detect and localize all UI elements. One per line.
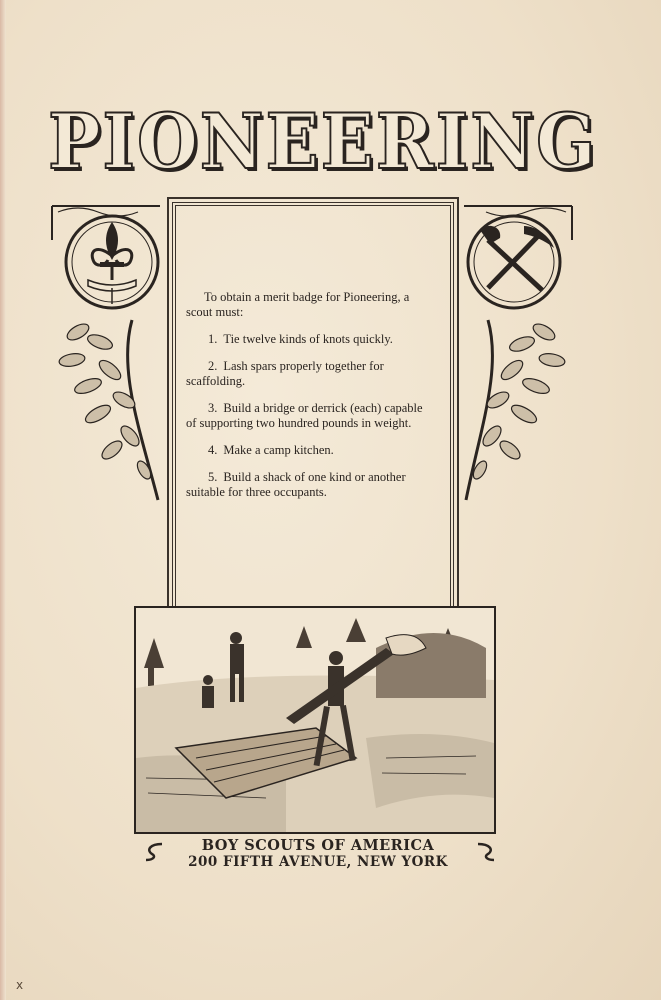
corner-mark: x: [16, 978, 24, 992]
requirement-number: 1.: [208, 332, 218, 346]
requirement-text: Tie twelve kinds of knots quickly.: [223, 332, 393, 346]
requirements-text: [186, 290, 430, 512]
crossed-axe-pick-icon: [458, 200, 576, 510]
requirement-item: [186, 401, 430, 431]
requirement-number: 3.: [208, 401, 218, 415]
publisher-footer: [140, 838, 496, 870]
requirement-item: [186, 470, 430, 500]
requirement-text: Build a shack of one kind or another suitable for three occupants.: [186, 470, 406, 499]
requirement-item: [186, 443, 430, 458]
fleur-de-lis-badge-icon: [48, 200, 166, 510]
intro-text: To obtain a merit badge for Pioneering, a scout must:: [186, 290, 410, 319]
page-edge: [0, 0, 6, 1000]
requirement-text: Build a bridge or derrick (each) capable of supporting two hundred pounds in weight.: [186, 401, 423, 430]
page-title: PIONEERING: [48, 97, 598, 186]
publisher-address: 200 FIFTH AVENUE, NEW YORK: [188, 854, 448, 870]
publisher-name: BOY SCOUTS OF AMERICA: [201, 837, 435, 854]
requirement-number: 2.: [208, 359, 218, 373]
requirement-text: Lash spars properly together for scaffolding.: [186, 359, 384, 388]
requirement-number: 4.: [208, 443, 218, 457]
requirement-item: [186, 332, 430, 347]
requirement-number: 5.: [208, 470, 218, 484]
scouts-bridge-illustration: [134, 606, 496, 834]
requirement-item: [186, 359, 430, 389]
requirement-text: Make a camp kitchen.: [223, 443, 334, 457]
